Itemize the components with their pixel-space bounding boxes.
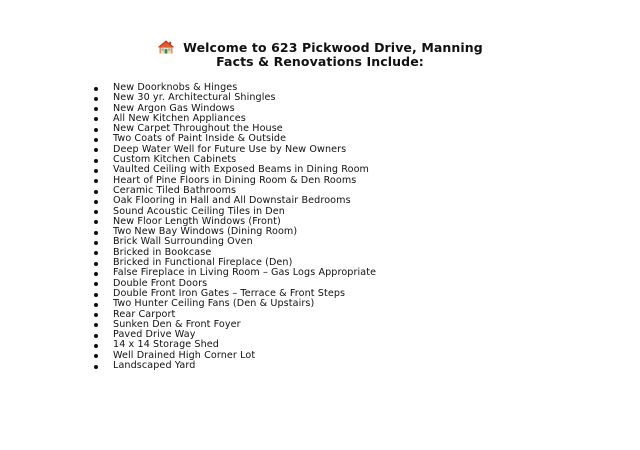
feature-text: Sunken Den & Front Foyer: [113, 318, 241, 330]
bullet-icon: [94, 220, 98, 224]
feature-text: Landscaped Yard: [113, 360, 196, 372]
bullet-icon: [94, 107, 98, 111]
bullet-icon: [94, 97, 98, 101]
bullet-icon: [94, 334, 98, 338]
feature-text: New Argon Gas Windows: [113, 102, 235, 114]
bullet-icon: [94, 148, 98, 152]
feature-text: All New Kitchen Appliances: [113, 112, 246, 124]
feature-text: Double Front Doors: [113, 277, 208, 289]
feature-text: Sound Acoustic Ceiling Tiles in Den: [113, 205, 285, 217]
title-line-2: Facts & Renovations Include:: [216, 54, 424, 69]
bullet-icon: [94, 169, 98, 173]
bullet-icon: [94, 200, 98, 204]
feature-text: Two New Bay Windows (Dining Room): [113, 226, 298, 238]
feature-text: Heart of Pine Floors in Dining Room & Den Rooms: [113, 174, 357, 186]
bullet-icon: [94, 241, 98, 245]
feature-text: New Carpet Throughout the House: [113, 123, 283, 135]
feature-text: Vaulted Ceiling with Exposed Beams in Dining Room: [113, 164, 369, 176]
bullet-icon: [94, 354, 98, 358]
feature-text: Two Coats of Paint Inside & Outside: [113, 133, 287, 145]
bullet-icon: [94, 138, 98, 142]
bullet-icon: [94, 272, 98, 276]
feature-text: Double Front Iron Gates – Terrace & Front Steps: [113, 287, 346, 299]
bullet-icon: [94, 179, 98, 183]
bullet-icon: [94, 293, 98, 297]
bullet-icon: [94, 231, 98, 235]
bullet-icon: [94, 251, 98, 255]
bullet-icon: [94, 313, 98, 317]
bullet-icon: [94, 159, 98, 163]
feature-text: 14 x 14 Storage Shed: [113, 339, 219, 351]
bullet-icon: [94, 303, 98, 307]
feature-text: Brick Wall Surrounding Oven: [113, 236, 253, 248]
bullet-icon: [94, 282, 98, 286]
feature-text: Two Hunter Ceiling Fans (Den & Upstairs): [113, 298, 315, 310]
feature-text: Paved Drive Way: [113, 329, 196, 341]
bullet-icon: [94, 344, 98, 348]
feature-text: Custom Kitchen Cabinets: [113, 154, 237, 166]
bullet-icon: [94, 87, 98, 91]
bullet-icon: [94, 128, 98, 132]
bullet-icon: [94, 117, 98, 121]
bullet-icon: [94, 210, 98, 214]
feature-text: Oak Flooring in Hall and All Downstair Bedrooms: [113, 195, 351, 207]
title-line-1: [0, 40, 640, 55]
feature-text: Well Drained High Corner Lot: [113, 349, 256, 361]
feature-text: New Floor Length Windows (Front): [113, 215, 281, 227]
feature-text: Ceramic Tiled Bathrooms: [113, 184, 237, 196]
page-title: [0, 40, 640, 69]
house-icon: [157, 40, 175, 54]
feature-text: New Doorknobs & Hinges: [113, 82, 238, 93]
feature-text: New 30 yr. Architectural Shingles: [113, 92, 276, 104]
feature-text: False Fireplace in Living Room – Gas Logs Appropriate: [113, 267, 377, 279]
title-text-line-1: Welcome to 623 Pickwood Drive, Manning: [183, 40, 483, 55]
features-list: [94, 83, 376, 371]
bullet-icon: [94, 323, 98, 327]
feature-text: Bricked in Bookcase: [113, 246, 212, 258]
feature-text: Deep Water Well for Future Use by New Owners: [113, 143, 347, 155]
feature-item: [94, 361, 376, 371]
feature-text: Rear Carport: [113, 308, 176, 320]
bullet-icon: [94, 262, 98, 266]
feature-text: Bricked in Functional Fireplace (Den): [113, 257, 293, 269]
bullet-icon: [94, 190, 98, 194]
bullet-icon: [94, 365, 98, 369]
